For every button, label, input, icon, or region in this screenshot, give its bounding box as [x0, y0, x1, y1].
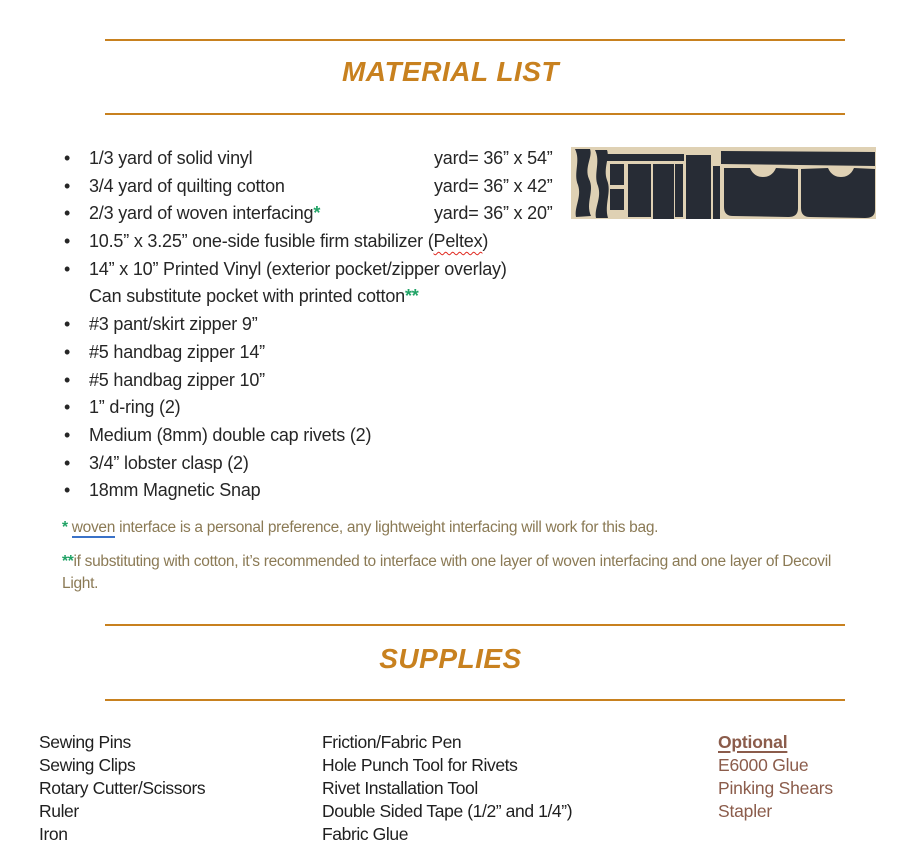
- footnote-substitute: **if substituting with cotton, it’s recommended to interface with one layer of woven interfacing and one layer of Decovil Light.: [62, 553, 831, 592]
- supply-item: Friction/Fabric Pen: [322, 732, 462, 752]
- material-list-item: [40, 339, 600, 367]
- material-list-item: [40, 145, 600, 173]
- material-list-item: [40, 256, 600, 284]
- section-divider-material: [105, 113, 845, 115]
- material-list-item: [40, 200, 600, 228]
- supply-item: Rotary Cutter/Scissors: [39, 778, 206, 798]
- material-list-item: [40, 173, 600, 201]
- supply-item: E6000 Glue: [718, 755, 809, 775]
- supplies-column-2: [322, 731, 572, 846]
- material-text: 3/4 yard of quilting cotton: [89, 175, 285, 196]
- footnote-marker: **: [62, 553, 74, 570]
- material-list-item: [40, 367, 600, 395]
- supply-item: Sewing Pins: [39, 732, 131, 752]
- material-list-item: [40, 477, 600, 505]
- supply-item: Double Sided Tape (1/2” and 1/4”): [322, 801, 573, 821]
- material-text: #3 pant/skirt zipper 9”: [89, 314, 258, 335]
- material-text: 14” x 10” Printed Vinyl (exterior pocket/zipper overlay): [89, 258, 507, 279]
- supply-item: Hole Punch Tool for Rivets: [322, 755, 518, 775]
- material-text: Can substitute pocket with printed cotton**: [89, 286, 419, 307]
- bullet-icon: •: [64, 480, 71, 501]
- bullet-icon: •: [64, 369, 71, 390]
- material-list-item: [40, 394, 600, 422]
- section-divider-supplies-top: [105, 624, 845, 626]
- bullet-icon: •: [64, 424, 71, 445]
- supplies-column-1: [39, 731, 205, 846]
- bullet-icon: •: [64, 341, 71, 362]
- material-text: 3/4” lobster clasp (2): [89, 452, 249, 473]
- material-list-item-continuation: [40, 283, 600, 311]
- optional-header: Optional: [718, 732, 788, 752]
- supply-item: Rivet Installation Tool: [322, 778, 478, 798]
- bullet-icon: •: [64, 231, 71, 252]
- misspelled-word: Peltex: [433, 231, 483, 252]
- supplies-title: SUPPLIES: [379, 643, 522, 674]
- section-divider-supplies-bottom: [105, 699, 845, 701]
- bullet-icon: •: [64, 258, 71, 279]
- yard-conversion: yard= 36” x 20”: [434, 203, 553, 224]
- footnote-marker: *: [313, 203, 321, 224]
- footnote-marker: **: [405, 286, 419, 307]
- bullet-icon: •: [64, 175, 71, 196]
- material-list-title: MATERIAL LIST: [341, 56, 559, 87]
- material-text: 10.5” x 3.25” one-side fusible firm stabilizer (Peltex): [89, 231, 489, 252]
- material-text: 1” d-ring (2): [89, 397, 181, 418]
- bullet-icon: •: [64, 452, 71, 473]
- supply-item: Ruler: [39, 801, 79, 821]
- material-text: Medium (8mm) double cap rivets (2): [89, 424, 372, 445]
- material-list: [40, 145, 600, 505]
- bullet-icon: •: [64, 203, 71, 224]
- supply-item: Sewing Clips: [39, 755, 136, 775]
- pattern-pieces-photo: [571, 147, 876, 219]
- material-text: #5 handbag zipper 10”: [89, 369, 265, 390]
- bullet-icon: •: [64, 314, 71, 335]
- material-list-item: [40, 228, 600, 256]
- supply-item: Stapler: [718, 801, 773, 821]
- material-list-item: [40, 450, 600, 478]
- bullet-icon: •: [64, 148, 71, 168]
- section-divider-top: [105, 39, 845, 41]
- footnote-woven: * woven interface is a personal preference, any lightweight interfacing will work for this bag.: [62, 519, 659, 536]
- material-list-item: [40, 311, 600, 339]
- material-text: #5 handbag zipper 14”: [89, 341, 265, 362]
- material-text: 1/3 yard of solid vinyl: [89, 148, 253, 168]
- supply-item: Fabric Glue: [322, 824, 409, 844]
- supply-item: Pinking Shears: [718, 778, 833, 798]
- material-list-item: [40, 422, 600, 450]
- supply-item: Iron: [39, 824, 68, 844]
- yard-conversion: yard= 36” x 54”: [434, 148, 553, 168]
- supplies-column-optional: [718, 731, 833, 823]
- footnote-marker: *: [62, 519, 68, 536]
- grammar-underlined-word: woven: [71, 519, 116, 536]
- material-text: 18mm Magnetic Snap: [89, 480, 261, 501]
- yard-conversion: yard= 36” x 42”: [434, 175, 553, 196]
- bullet-icon: •: [64, 397, 71, 418]
- material-text: 2/3 yard of woven interfacing*: [89, 203, 321, 224]
